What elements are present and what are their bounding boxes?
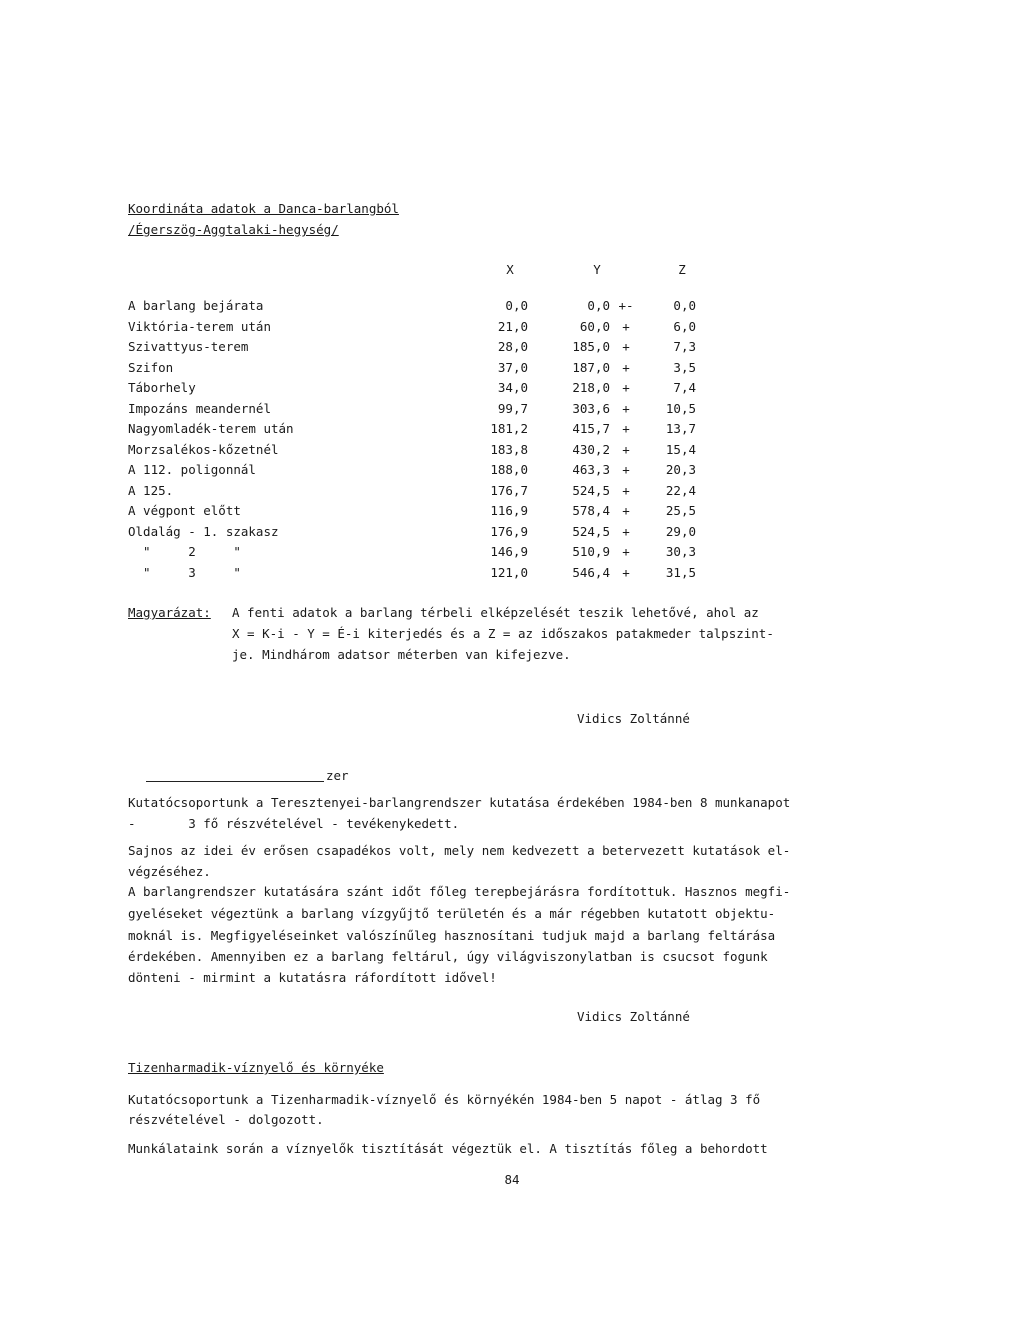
y-value: 303,6: [572, 400, 610, 416]
z-value: 20,3: [665, 462, 696, 477]
location-name: Szivattyus-terem: [128, 339, 249, 354]
table-row: [0, 360, 1024, 380]
section-subtitle: /Égerszög-Aggtalaki-hegység/: [128, 222, 339, 237]
column-header-z: Z: [678, 262, 686, 277]
location-name: Viktória-terem után: [128, 318, 271, 334]
table-row: [0, 524, 1024, 544]
y-value: 463,3: [572, 462, 610, 477]
paragraph-line: gyeléseket végeztünk a barlang vízgyűjtő területén és a már régebben kutatott objektu-: [128, 906, 776, 921]
paragraph-line: részvételével - dolgozott.: [128, 1112, 324, 1127]
paragraph-line: végzéséhez.: [128, 864, 211, 879]
z-sign: +: [622, 482, 630, 498]
x-value: 34,0: [497, 380, 528, 395]
y-value: 524,5: [572, 482, 610, 498]
z-value: 31,5: [665, 564, 696, 580]
table-row: [0, 319, 1024, 339]
table-row: [0, 339, 1024, 359]
x-value: 146,9: [490, 544, 528, 559]
paragraph-line: érdekében. Amennyiben ez a barlang feltárul, úgy világviszonylatban is csucsot fogunk: [128, 949, 768, 964]
paragraph-line: moknál is. Megfigyeléseinket valószínűleg hasznosítani tudjuk majd a barlang feltárása: [128, 928, 776, 943]
paragraph-line: dönteni - mirmint a kutatásra ráfordított idővel!: [128, 970, 497, 985]
x-value: 176,7: [490, 482, 528, 498]
location-name: A végpont előtt: [128, 503, 241, 518]
table-row: [0, 462, 1024, 482]
y-value: 185,0: [572, 339, 610, 354]
table-row: [0, 442, 1024, 462]
z-sign: +: [622, 523, 630, 539]
z-sign: +: [622, 441, 630, 457]
y-value: 546,4: [572, 564, 610, 580]
column-header-y: Y: [593, 262, 601, 277]
z-value: 3,5: [673, 359, 696, 375]
z-value: 25,5: [665, 503, 696, 518]
x-value: 181,2: [490, 421, 528, 436]
z-sign: +: [622, 544, 630, 559]
y-value: 524,5: [572, 523, 610, 539]
y-value: 0,0: [587, 298, 610, 313]
table-row: [0, 380, 1024, 400]
z-value: 6,0: [673, 318, 696, 334]
location-name: " 2 ": [128, 544, 241, 559]
location-name: Nagyomladék-terem után: [128, 421, 294, 436]
x-value: 188,0: [490, 462, 528, 477]
z-sign: +: [622, 421, 630, 436]
section-title: Tizenharmadik-víznyelő és környéke: [128, 1060, 384, 1075]
z-value: 7,3: [673, 339, 696, 354]
z-sign: +-: [618, 298, 634, 313]
y-value: 510,9: [572, 544, 610, 559]
z-value: 13,7: [665, 421, 696, 436]
page-number: 84: [504, 1172, 520, 1187]
author-signature: Vidics Zoltánné: [577, 711, 690, 726]
explanation-line: A fenti adatok a barlang térbeli elképzelését teszik lehetővé, ahol az: [232, 605, 759, 620]
location-name: A 125.: [128, 482, 174, 498]
table-row: [0, 401, 1024, 421]
z-sign: +: [622, 564, 630, 580]
author-signature: Vidics Zoltánné: [577, 1009, 690, 1024]
z-sign: +: [622, 339, 630, 354]
x-value: 0,0: [505, 298, 528, 313]
z-value: 10,5: [665, 400, 696, 416]
location-name: Morzsalékos-kőzetnél: [128, 441, 279, 457]
paragraph-line: Sajnos az idei év erősen csapadékos volt, mely nem kedvezett a betervezett kutatások el-: [128, 843, 791, 858]
location-name: Oldalág - 1. szakasz: [128, 523, 279, 539]
z-sign: +: [622, 400, 630, 416]
location-name: A 112. poligonnál: [128, 462, 256, 477]
z-value: 0,0: [673, 298, 696, 313]
z-value: 22,4: [665, 482, 696, 498]
table-row: [0, 421, 1024, 441]
location-name: Impozáns meandernél: [128, 400, 271, 416]
paragraph-line: Kutatócsoportunk a Tizenharmadik-víznyelő és környékén 1984-ben 5 napot - átlag 3 fő: [128, 1092, 761, 1107]
z-sign: +: [622, 462, 630, 477]
x-value: 28,0: [497, 339, 528, 354]
column-header-x: X: [506, 262, 514, 277]
z-value: 29,0: [665, 523, 696, 539]
z-value: 30,3: [665, 544, 696, 559]
x-value: 37,0: [497, 359, 528, 375]
x-value: 176,9: [490, 523, 528, 539]
x-value: 99,7: [497, 400, 528, 416]
z-sign: +: [622, 503, 630, 518]
x-value: 183,8: [490, 441, 528, 457]
y-value: 415,7: [572, 421, 610, 436]
z-value: 15,4: [665, 441, 696, 457]
paragraph-line: Munkálataink során a víznyelők tisztítását végeztük el. A tisztítás főleg a behordott: [128, 1141, 768, 1156]
z-value: 7,4: [673, 380, 696, 395]
x-value: 116,9: [490, 503, 528, 518]
z-sign: +: [622, 380, 630, 395]
explanation-line: X = K-i - Y = É-i kiterjedés és a Z = az időszakos patakmeder talpszint-: [232, 626, 774, 641]
paragraph-line: - 3 fő részvételével - tevékenykedett.: [128, 816, 460, 831]
x-value: 121,0: [490, 564, 528, 580]
explanation-label: Magyarázat:: [128, 605, 211, 620]
location-name: Szifon: [128, 359, 174, 375]
location-name: " 3 ": [128, 564, 241, 580]
explanation-line: je. Mindhárom adatsor méterben van kifejezve.: [232, 647, 571, 662]
y-value: 187,0: [572, 359, 610, 375]
z-sign: +: [622, 359, 630, 375]
z-sign: +: [622, 318, 630, 334]
y-value: 60,0: [579, 318, 610, 334]
y-value: 430,2: [572, 441, 610, 457]
table-row: [0, 503, 1024, 523]
table-row: [0, 483, 1024, 503]
y-value: 578,4: [572, 503, 610, 518]
table-row: [0, 298, 1024, 318]
paragraph-line: Kutatócsoportunk a Teresztenyei-barlangrendszer kutatása érdekében 1984-ben 8 munkanapot: [128, 795, 791, 810]
section-title: Koordináta adatok a Danca-barlangból: [128, 201, 399, 216]
x-value: 21,0: [497, 318, 528, 334]
section-heading: zer: [326, 768, 349, 783]
location-name: Táborhely: [128, 380, 196, 395]
y-value: 218,0: [572, 380, 610, 395]
table-row: [0, 544, 1024, 564]
paragraph-line: A barlangrendszer kutatására szánt időt főleg terepbejárásra fordítottuk. Hasznos megfi-: [128, 884, 791, 899]
location-name: A barlang bejárata: [128, 298, 264, 313]
table-row: [0, 565, 1024, 585]
heading-rule: [146, 781, 324, 782]
